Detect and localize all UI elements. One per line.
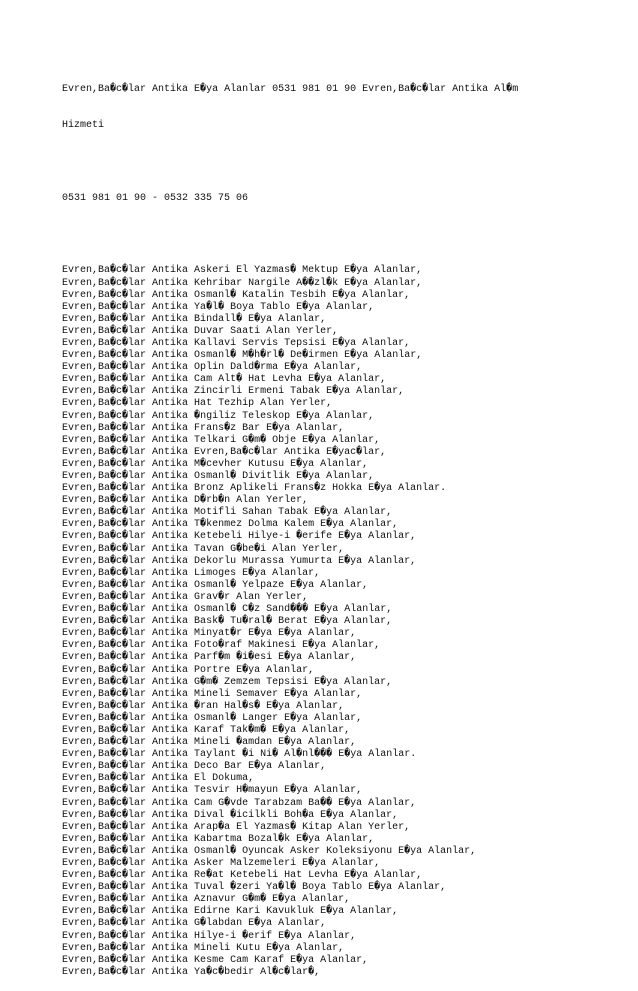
list-item: Evren,Ba�c�lar Antika Duvar Saati Alan Yerler,	[62, 325, 339, 337]
phone-numbers: 0531 981 01 90 - 0532 335 75 06	[62, 192, 249, 204]
list-item: Evren,Ba�c�lar Antika Osmanl� M�h�rl� De�irmen E�ya Alanlar,	[62, 350, 423, 362]
list-item: Evren,Ba�c�lar Antika Evren,Ba�c�lar Antika E�yac�lar,	[62, 446, 387, 458]
list-item: Evren,Ba�c�lar Antika Mineli �amdan E�ya Alanlar,	[62, 737, 357, 749]
list-item: Evren,Ba�c�lar Antika Osmanl� Yelpaze E�ya Alanlar,	[62, 579, 369, 591]
list-item: Evren,Ba�c�lar Antika Kesme Cam Karaf E�ya Alanlar,	[62, 954, 369, 966]
list-item: Evren,Ba�c�lar Antika Ya�c�bedir Al�c�lar�,	[62, 966, 321, 978]
list-item: Evren,Ba�c�lar Antika Askeri El Yazmas� Mektup E�ya Alanlar,	[62, 265, 423, 277]
list-item: Evren,Ba�c�lar Antika Hat Tezhip Alan Yerler,	[62, 398, 333, 410]
list-item: Evren,Ba�c�lar Antika Grav�r Alan Yerler,	[62, 591, 309, 603]
list-item: Evren,Ba�c�lar Antika Tavan G�be�i Alan Yerler,	[62, 543, 345, 555]
list-item: Evren,Ba�c�lar Antika Zincirli Ermeni Tabak E�ya Alanlar,	[62, 386, 405, 398]
list-item: Evren,Ba�c�lar Antika Mineli Semaver E�ya Alanlar,	[62, 688, 363, 700]
list-item: Evren,Ba�c�lar Antika Telkari G�m� Obje E�ya Alanlar,	[62, 434, 381, 446]
list-item: Evren,Ba�c�lar Antika Kabartma Bozal�k E�ya Alanlar,	[62, 833, 375, 845]
list-item: Evren,Ba�c�lar Antika Aznavur G�m� E�ya Alanlar,	[62, 894, 351, 906]
list-item: Evren,Ba�c�lar Antika Arap�a El Yazmas� Kitap Alan Yerler,	[62, 821, 411, 833]
spacer	[62, 229, 622, 241]
list-item: Evren,Ba�c�lar Antika Frans�z Bar E�ya Alanlar,	[62, 422, 345, 434]
list-item: Evren,Ba�c�lar Antika Limoges E�ya Alanlar,	[62, 567, 321, 579]
list-item: Evren,Ba�c�lar Antika Parf�m �i�esi E�ya Alanlar,	[62, 652, 357, 664]
list-item: Evren,Ba�c�lar Antika El Dokuma,	[62, 773, 255, 785]
list-item: Evren,Ba�c�lar Antika Osmanl� Oyuncak Asker Koleksiyonu E�ya Alanlar,	[62, 845, 477, 857]
list-item: Evren,Ba�c�lar Antika D�rb�n Alan Yerler,	[62, 495, 309, 507]
list-item: Evren,Ba�c�lar Antika Edirne Kari Kavukluk E�ya Alanlar,	[62, 906, 399, 918]
list-item: Evren,Ba�c�lar Antika Karaf Tak�m� E�ya Alanlar,	[62, 724, 351, 736]
list-item: Evren,Ba�c�lar Antika G�labdan E�ya Alanlar,	[62, 918, 327, 930]
list-item: Evren,Ba�c�lar Antika Motifli Sahan Tabak E�ya Alanlar,	[62, 507, 393, 519]
list-item: Evren,Ba�c�lar Antika Kehribar Nargile A��zl�k E�ya Alanlar,	[62, 277, 423, 289]
list-item: Evren,Ba�c�lar Antika Asker Malzemeleri E�ya Alanlar,	[62, 858, 381, 869]
list-item: Evren,Ba�c�lar Antika Bronz Aplikeli Frans�z Hokka E�ya Alanlar.	[62, 483, 447, 495]
list-item: Evren,Ba�c�lar Antika Minyat�r E�ya E�ya Alanlar,	[62, 628, 357, 640]
listing-list	[62, 265, 622, 979]
list-item: Evren,Ba�c�lar Antika Portre E�ya Alanlar,	[62, 664, 315, 676]
spacer	[62, 157, 622, 169]
document-page	[62, 60, 622, 991]
header-line-2: Hizmeti	[62, 120, 105, 132]
header-line-1: Evren,Ba�c�lar Antika E�ya Alanlar 0531 981 01 90 Evren,Ba�c�lar Antika Al�m	[62, 84, 519, 96]
list-item: Evren,Ba�c�lar Antika Oplin Dald�rma E�ya Alanlar,	[62, 362, 363, 374]
list-item: Evren,Ba�c�lar Antika Deco Bar E�ya Alanlar,	[62, 761, 327, 773]
list-item: Evren,Ba�c�lar Antika Bask� Tu�ral� Berat E�ya Alanlar,	[62, 616, 393, 628]
list-item: Evren,Ba�c�lar Antika T�kenmez Dolma Kalem E�ya Alanlar,	[62, 519, 399, 531]
list-item: Evren,Ba�c�lar Antika Dekorlu Murassa Yumurta E�ya Alanlar,	[62, 555, 417, 567]
list-item: Evren,Ba�c�lar Antika Foto�raf Makinesi E�ya Alanlar,	[62, 640, 381, 652]
list-item: Evren,Ba�c�lar Antika M�cevher Kutusu E�ya Alanlar,	[62, 458, 369, 470]
list-item: Evren,Ba�c�lar Antika Cam Alt� Hat Levha E�ya Alanlar,	[62, 374, 387, 386]
list-item: Evren,Ba�c�lar Antika Dival �icilkli Boh�a E�ya Alanlar,	[62, 809, 399, 821]
list-item: Evren,Ba�c�lar Antika Kallavi Servis Tepsisi E�ya Alanlar,	[62, 337, 411, 349]
list-item: Evren,Ba�c�lar Antika Osmanl� C�z Sand��� E�ya Alanlar,	[62, 604, 393, 616]
list-item: Evren,Ba�c�lar Antika Ya�l� Boya Tablo E�ya Alanlar,	[62, 301, 375, 313]
list-item: Evren,Ba�c�lar Antika �ran Hal�s� E�ya Alanlar,	[62, 700, 345, 712]
list-item: Evren,Ba�c�lar Antika G�m� Zemzem Tepsisi E�ya Alanlar,	[62, 676, 393, 688]
list-item: Evren,Ba�c�lar Antika Hilye-i �erif E�ya Alanlar,	[62, 930, 357, 942]
list-item: Evren,Ba�c�lar Antika Re�at Ketebeli Hat Levha E�ya Alanlar,	[62, 870, 423, 882]
list-item: Evren,Ba�c�lar Antika Osmanl� Katalin Tesbih E�ya Alanlar,	[62, 289, 411, 301]
list-item: Evren,Ba�c�lar Antika Osmanl� Langer E�ya Alanlar,	[62, 712, 363, 724]
list-item: Evren,Ba�c�lar Antika Bindall� E�ya Alanlar,	[62, 313, 327, 325]
list-item: Evren,Ba�c�lar Antika Ketebeli Hilye-i �erife E�ya Alanlar,	[62, 531, 417, 543]
list-item: Evren,Ba�c�lar Antika Mineli Kutu E�ya Alanlar,	[62, 942, 345, 954]
list-item: Evren,Ba�c�lar Antika Tuval �zeri Ya�l� Boya Tablo E�ya Alanlar,	[62, 882, 447, 894]
list-item: Evren,Ba�c�lar Antika Taylant �i Ni� Al�nl��� E�ya Alanlar.	[62, 749, 417, 761]
list-item: Evren,Ba�c�lar Antika Cam G�vde Tarabzam Ba�� E�ya Alanlar,	[62, 797, 417, 809]
list-item: Evren,Ba�c�lar Antika Osmanl� Divitlik E�ya Alanlar,	[62, 471, 375, 482]
list-item: Evren,Ba�c�lar Antika �ngiliz Teleskop E�ya Alanlar,	[62, 410, 375, 422]
list-item: Evren,Ba�c�lar Antika Tesvir H�mayun E�ya Alanlar,	[62, 785, 363, 797]
